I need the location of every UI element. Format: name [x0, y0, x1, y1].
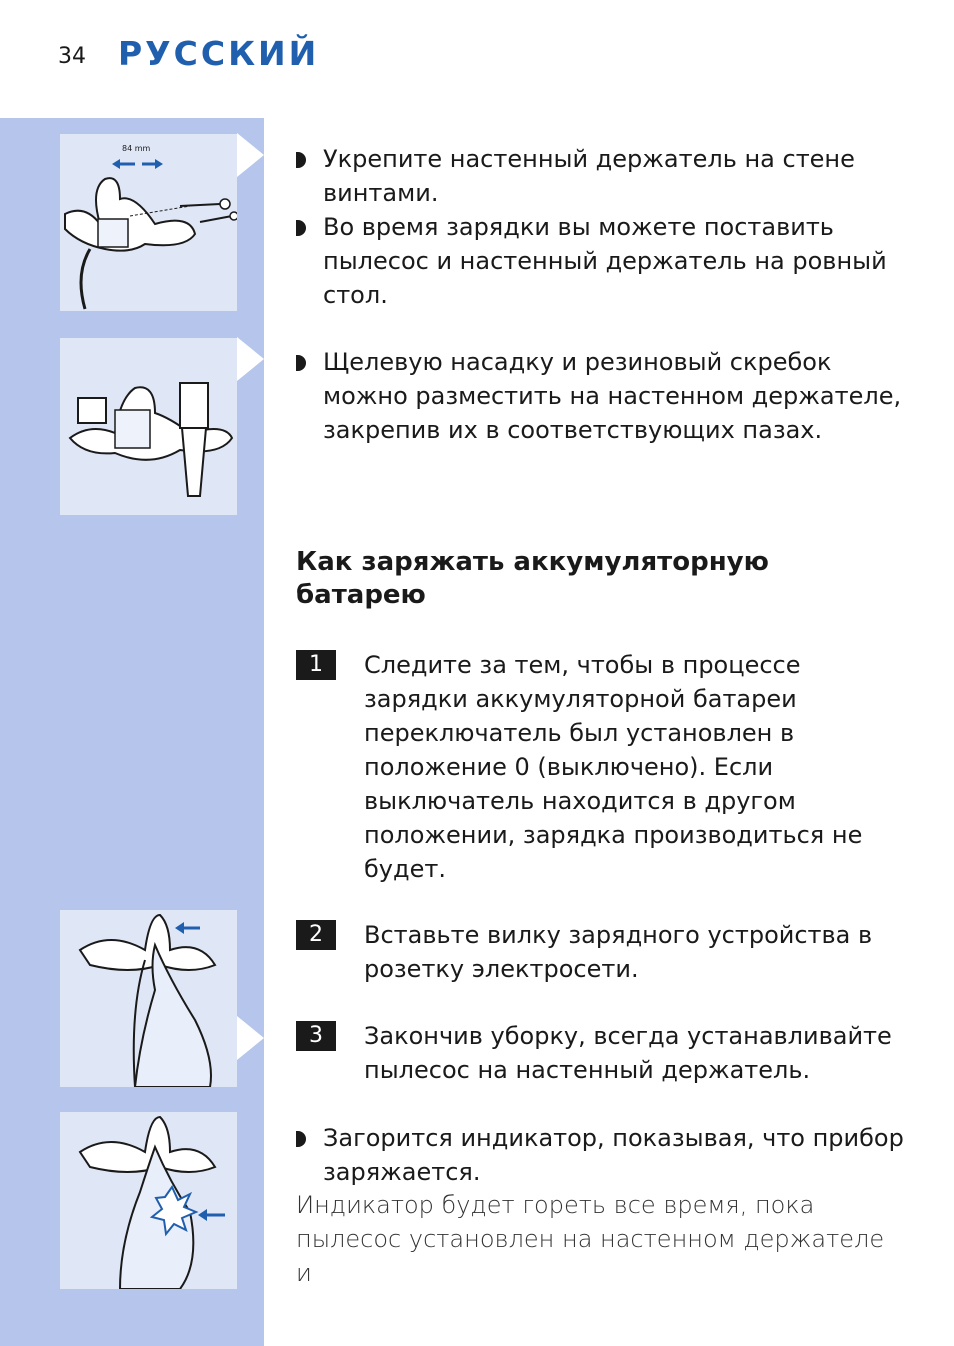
wall-mount-dimension-label: 84 mm — [122, 144, 151, 153]
step-item — [296, 648, 896, 886]
step-number: 3 — [296, 1021, 336, 1051]
step-number: 1 — [296, 650, 336, 680]
bullet-text: Загорится индикатор, показывая, что прибор заряжается. — [323, 1124, 904, 1186]
step-text: Закончив уборку, всегда устанавливайте пылесос на настенный держатель. — [364, 1022, 892, 1084]
step-item — [296, 918, 896, 986]
page-title: РУССКИЙ — [118, 34, 320, 73]
bullet-item — [296, 210, 906, 312]
illustration-charging-indicator — [60, 1112, 237, 1289]
bullet-text: Укрепите настенный держатель на стене винтами. — [323, 145, 855, 207]
step-text: Следите за тем, чтобы в процессе зарядки аккумуляторной батареи переключатель был установлен в положение 0 (выключено). Если выключатель находится в другом положении, зарядка производиться не будет. — [364, 651, 863, 883]
bullet-marker-icon — [296, 152, 306, 168]
bullet-item — [296, 345, 906, 447]
bullet-text: Щелевую насадку и резиновый скребок можно разместить на настенном держателе, закрепив их в соответствующих пазах. — [323, 348, 902, 444]
bullet-item — [296, 1121, 906, 1189]
bullet-marker-icon — [296, 1131, 306, 1147]
section-heading: Как заряжать аккумуляторную батарею — [296, 547, 769, 610]
step-number: 2 — [296, 920, 336, 950]
step-text: Вставьте вилку зарядного устройства в розетку электросети. — [364, 921, 873, 983]
bullet-text: Во время зарядки вы можете поставить пылесос и настенный держатель на ровный стол. — [323, 213, 887, 309]
bullet-item — [296, 142, 906, 210]
bullet-marker-icon — [296, 355, 306, 371]
bullet-marker-icon — [296, 220, 306, 236]
illustration-accessories-on-holder — [60, 338, 237, 515]
page-number: 34 — [58, 44, 86, 69]
step-item — [296, 1019, 896, 1087]
continuation-text: Индикатор будет гореть все время, пока пылесос установлен на настенном держателе и — [296, 1191, 885, 1287]
illustration-vacuum-in-holder — [60, 910, 237, 1087]
illustration-wall-mount — [60, 134, 237, 311]
